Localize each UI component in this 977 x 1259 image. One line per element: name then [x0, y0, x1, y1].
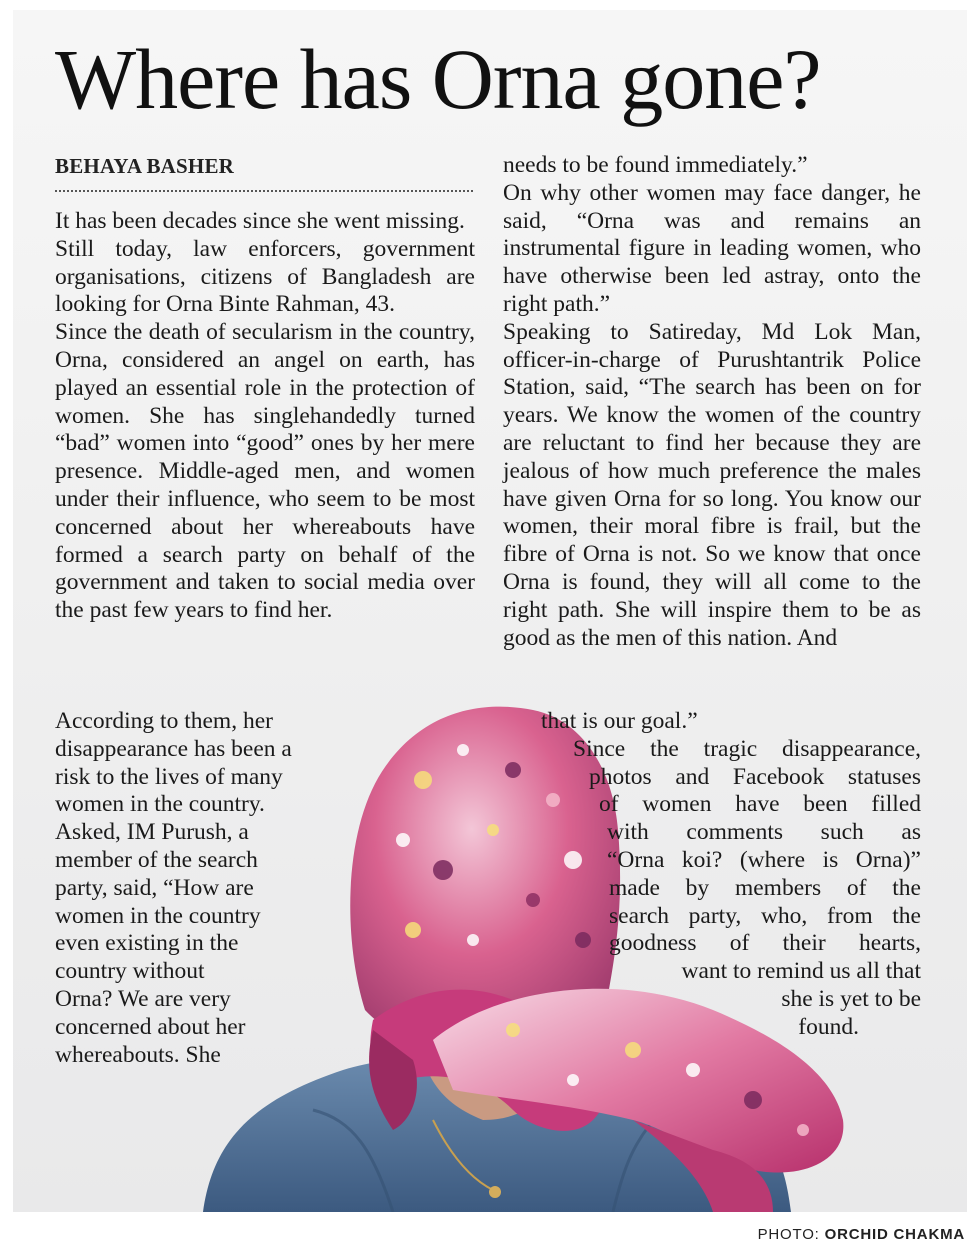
text-line: Orna? We are very — [55, 985, 231, 1012]
text-line: want to remind us all that — [681, 958, 921, 985]
text-line: concerned about her — [55, 1013, 246, 1040]
byline-divider — [55, 190, 473, 192]
left-column — [55, 208, 475, 625]
text-line: search party, who, from the — [609, 902, 921, 929]
text-line: risk to the lives of many — [55, 763, 283, 790]
text-line: whereabouts. She — [55, 1041, 221, 1068]
headline: Where has Orna gone? — [55, 31, 821, 127]
text-line: made by members of the — [609, 874, 921, 901]
text-line: found. — [798, 1013, 859, 1040]
text-line: According to them, her — [55, 708, 273, 734]
text-line: she is yet to be — [781, 985, 921, 1012]
text-line: member of the search — [55, 846, 258, 873]
article-panel — [13, 10, 967, 1212]
photo-credit — [758, 1226, 965, 1243]
text-line: of women have been filled — [599, 791, 921, 818]
byline: BEHAYA BASHER — [55, 154, 235, 178]
text-line: party, said, “How are — [55, 874, 254, 901]
right-wrap-column — [503, 708, 921, 1042]
text-line: that is our goal.” — [541, 708, 698, 734]
right-column — [503, 152, 921, 652]
photo-credit-prefix: PHOTO: — [757, 1226, 820, 1243]
text-line: country without — [55, 958, 205, 985]
paragraph: needs to be found immediately.” — [503, 152, 808, 178]
paragraph: Speaking to Satireday, Md Lok Man, officer-in-charge of Purushtantrik Police Station, said, “The search has been on for years. We know the women of the country are reluctant to find her because they are jealous of how much preference the males have given Orna for so long. You know our women, their moral fibre is frail, but the fibre of Orna is not. So we know that once Orna is found, they will all come to the right path. She will inspire them to be as good as the men of this nation. And — [503, 318, 921, 651]
paragraph: On why other women may face danger, he said, “Orna was and remains an instrumental figure in leading women, who have otherwise been led astray, onto the right path.” — [503, 179, 921, 317]
paragraph: Still today, law enforcers, government organisations, citizens of Bangladesh are looking for Orna Binte Rahman, 43. — [55, 235, 475, 318]
text-line: Since the tragic disappearance, — [573, 735, 921, 762]
text-line: disappearance has been a — [55, 735, 292, 762]
text-line: with comments such as — [607, 819, 921, 846]
text-line: Asked, IM Purush, a — [55, 819, 249, 846]
photo-credit-name: ORCHID CHAKMA — [824, 1226, 965, 1243]
text-line: photos and Facebook statuses — [589, 763, 921, 790]
left-wrap-column — [55, 708, 475, 1069]
text-line: women in the country. — [55, 791, 265, 818]
text-line: goodness of their hearts, — [609, 930, 921, 957]
text-line: “Orna koi? (where is Orna)” — [607, 846, 921, 873]
paragraph: Since the death of secularism in the country, Orna, considered an angel on earth, has played an essential role in the protection of women. She has singlehandedly turned “bad” women into “good” ones by her mere presence. Middle-aged men, and women under their influence, who seem to be most concerned about her whereabouts have formed a search party on behalf of the government and taken to social media over the past few years to find her. — [55, 319, 475, 624]
text-line: even existing in the — [55, 930, 239, 957]
paragraph: It has been decades since she went missing. — [55, 208, 465, 234]
text-line: women in the country — [55, 902, 261, 929]
